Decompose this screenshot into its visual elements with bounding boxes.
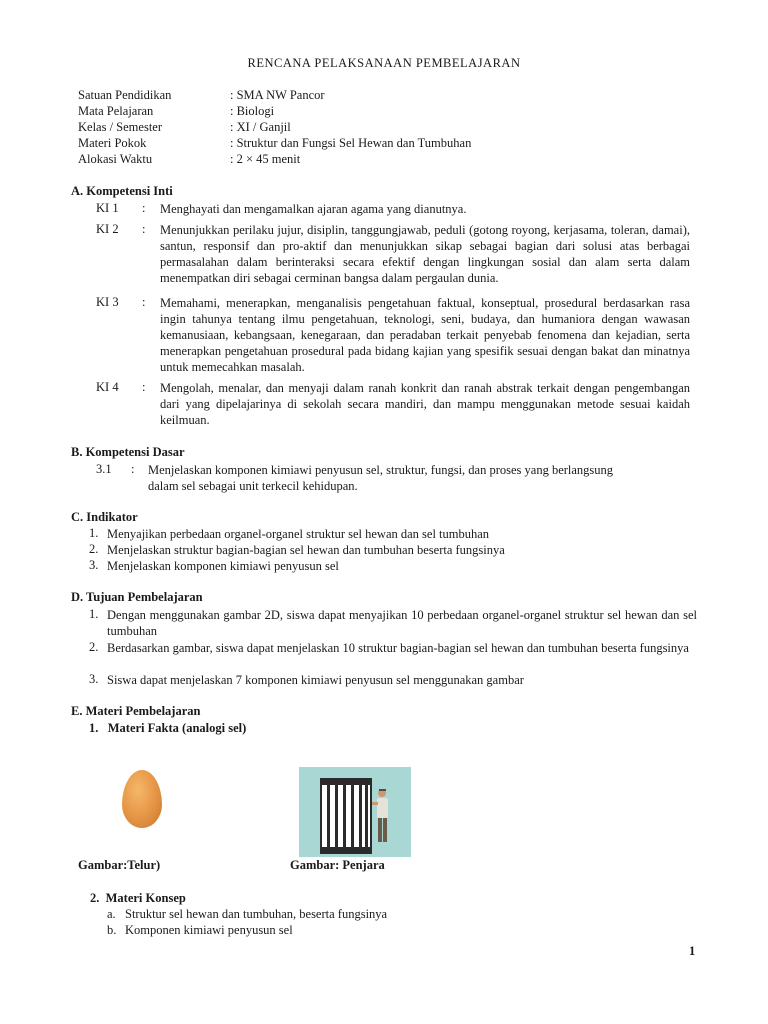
ki-colon: : [142,380,146,394]
ki-text: Mengolah, menalar, dan menyaji dalam ranah konkrit dan ranah abstrak terkait dengan pengembangan dari yang dipelajarinya di sekolah secara mandiri, dan mampu menggunakan metode sesuai kaidah keilmuan. [160,381,690,427]
ki-code: KI 4 [96,380,119,394]
subheading-materi-konsep: 2. Materi Konsep [90,891,186,905]
kd-colon: : [131,462,135,476]
list-item: Menjelaskan struktur bagian-bagian sel hewan dan tumbuhan beserta fungsinya [107,543,505,557]
meta-label-satuan: Satuan Pendidikan [78,88,172,102]
list-number: 2. [89,542,99,556]
heading-kompetensi-inti: A. Kompetensi Inti [71,184,173,198]
kd-code: 3.1 [96,462,112,476]
meta-label-materi: Materi Pokok [78,136,147,150]
heading-tujuan-pembelajaran: D. Tujuan Pembelajaran [71,590,203,604]
prison-image [299,767,411,857]
ki-code: KI 2 [96,222,119,236]
list-item: Komponen kimiawi penyusun sel [125,923,293,937]
meta-value-materi: : Struktur dan Fungsi Sel Hewan dan Tumbuhan [230,136,472,150]
ki-text: Menunjukkan perilaku jujur, disiplin, tanggungjawab, peduli (gotong royong, kerjasama, toleran, damai), santun, responsif dan pro-aktif dan menunjukkan sikap sebagai bagian dari solusi atas berbagai permasalahan dalam berinteraksi secara efektif dengan lingkungan sosial dan alam serta dalam menempatkan diri sebagai cerminan bangsa dalam pergaulan dunia. [160,223,690,285]
ki-text: Menghayati dan mengamalkan ajaran agama yang dianutnya. [160,202,467,216]
ki-text: Memahami, menerapkan, menganalisis pengetahuan faktual, konseptual, prosedural berdasarkan rasa ingin tahunya tentang ilmu pengetahuan, teknologi, seni, budaya, dan humaniora dengan wawasan kemanusiaan, kebangsaan, kenegaraan, dan peradaban terkait penyebab fenomena dan kejadian, serta menerapkan pengetahuan prosedural pada bidang kajian yang spesifik sesuai dengan bakat dan minatnya untuk memecahkan masalah. [160,296,690,374]
list-item: Siswa dapat menjelaskan 7 komponen kimiawi penyusun sel menggunakan gambar [107,673,524,687]
meta-value-kelas: : XI / Ganjil [230,120,291,134]
meta-label-alokasi: Alokasi Waktu [78,152,153,166]
ki-colon: : [142,222,146,236]
kd-text-line2: dalam sel sebagai unit terkecil kehidupan. [148,479,358,493]
meta-label-mapel: Mata Pelajaran [78,104,154,118]
ki-colon: : [142,295,146,309]
ki-colon: : [142,201,146,215]
list-number: 2. [89,640,99,654]
list-number: 3. [89,672,99,686]
meta-label-kelas: Kelas / Semester [78,120,163,134]
page-number: 1 [689,944,696,958]
list-item: Dengan menggunakan gambar 2D, siswa dapat menyajikan 10 perbedaan organel-organel struktur sel hewan dan sel tumbuhan [107,608,697,638]
list-letter: a. [107,907,116,921]
list-letter: b. [107,923,117,937]
meta-value-satuan: : SMA NW Pancor [230,88,325,102]
ki-code: KI 1 [96,201,119,215]
list-number: 1. [89,607,99,621]
list-number: 1. [89,526,99,540]
document-title: RENCANA PELAKSANAAN PEMBELAJARAN [247,56,521,70]
list-item: Berdasarkan gambar, siswa dapat menjelaskan 10 struktur bagian-bagian sel hewan dan tumbuhan beserta fungsinya [107,641,689,655]
ki-code: KI 3 [96,295,119,309]
meta-value-alokasi: : 2 × 45 menit [230,152,301,166]
list-item: Menjelaskan komponen kimiawi penyusun sel [107,559,339,573]
subheading-materi-fakta: 1. Materi Fakta (analogi sel) [89,721,247,735]
list-number: 3. [89,558,99,572]
egg-image [122,770,162,828]
heading-materi-pembelajaran: E. Materi Pembelajaran [71,704,201,718]
kd-text-line1: Menjelaskan komponen kimiawi penyusun sel, struktur, fungsi, dan proses yang berlangsung [148,463,614,477]
heading-kompetensi-dasar: B. Kompetensi Dasar [71,445,185,459]
list-item: Menyajikan perbedaan organel-organel struktur sel hewan dan sel tumbuhan [107,527,490,541]
caption-prison: Gambar: Penjara [290,858,385,872]
caption-egg: Gambar:Telur) [78,858,161,872]
list-item: Struktur sel hewan dan tumbuhan, beserta fungsinya [125,907,388,921]
meta-value-mapel: : Biologi [230,104,275,118]
heading-indikator: C. Indikator [71,510,138,524]
